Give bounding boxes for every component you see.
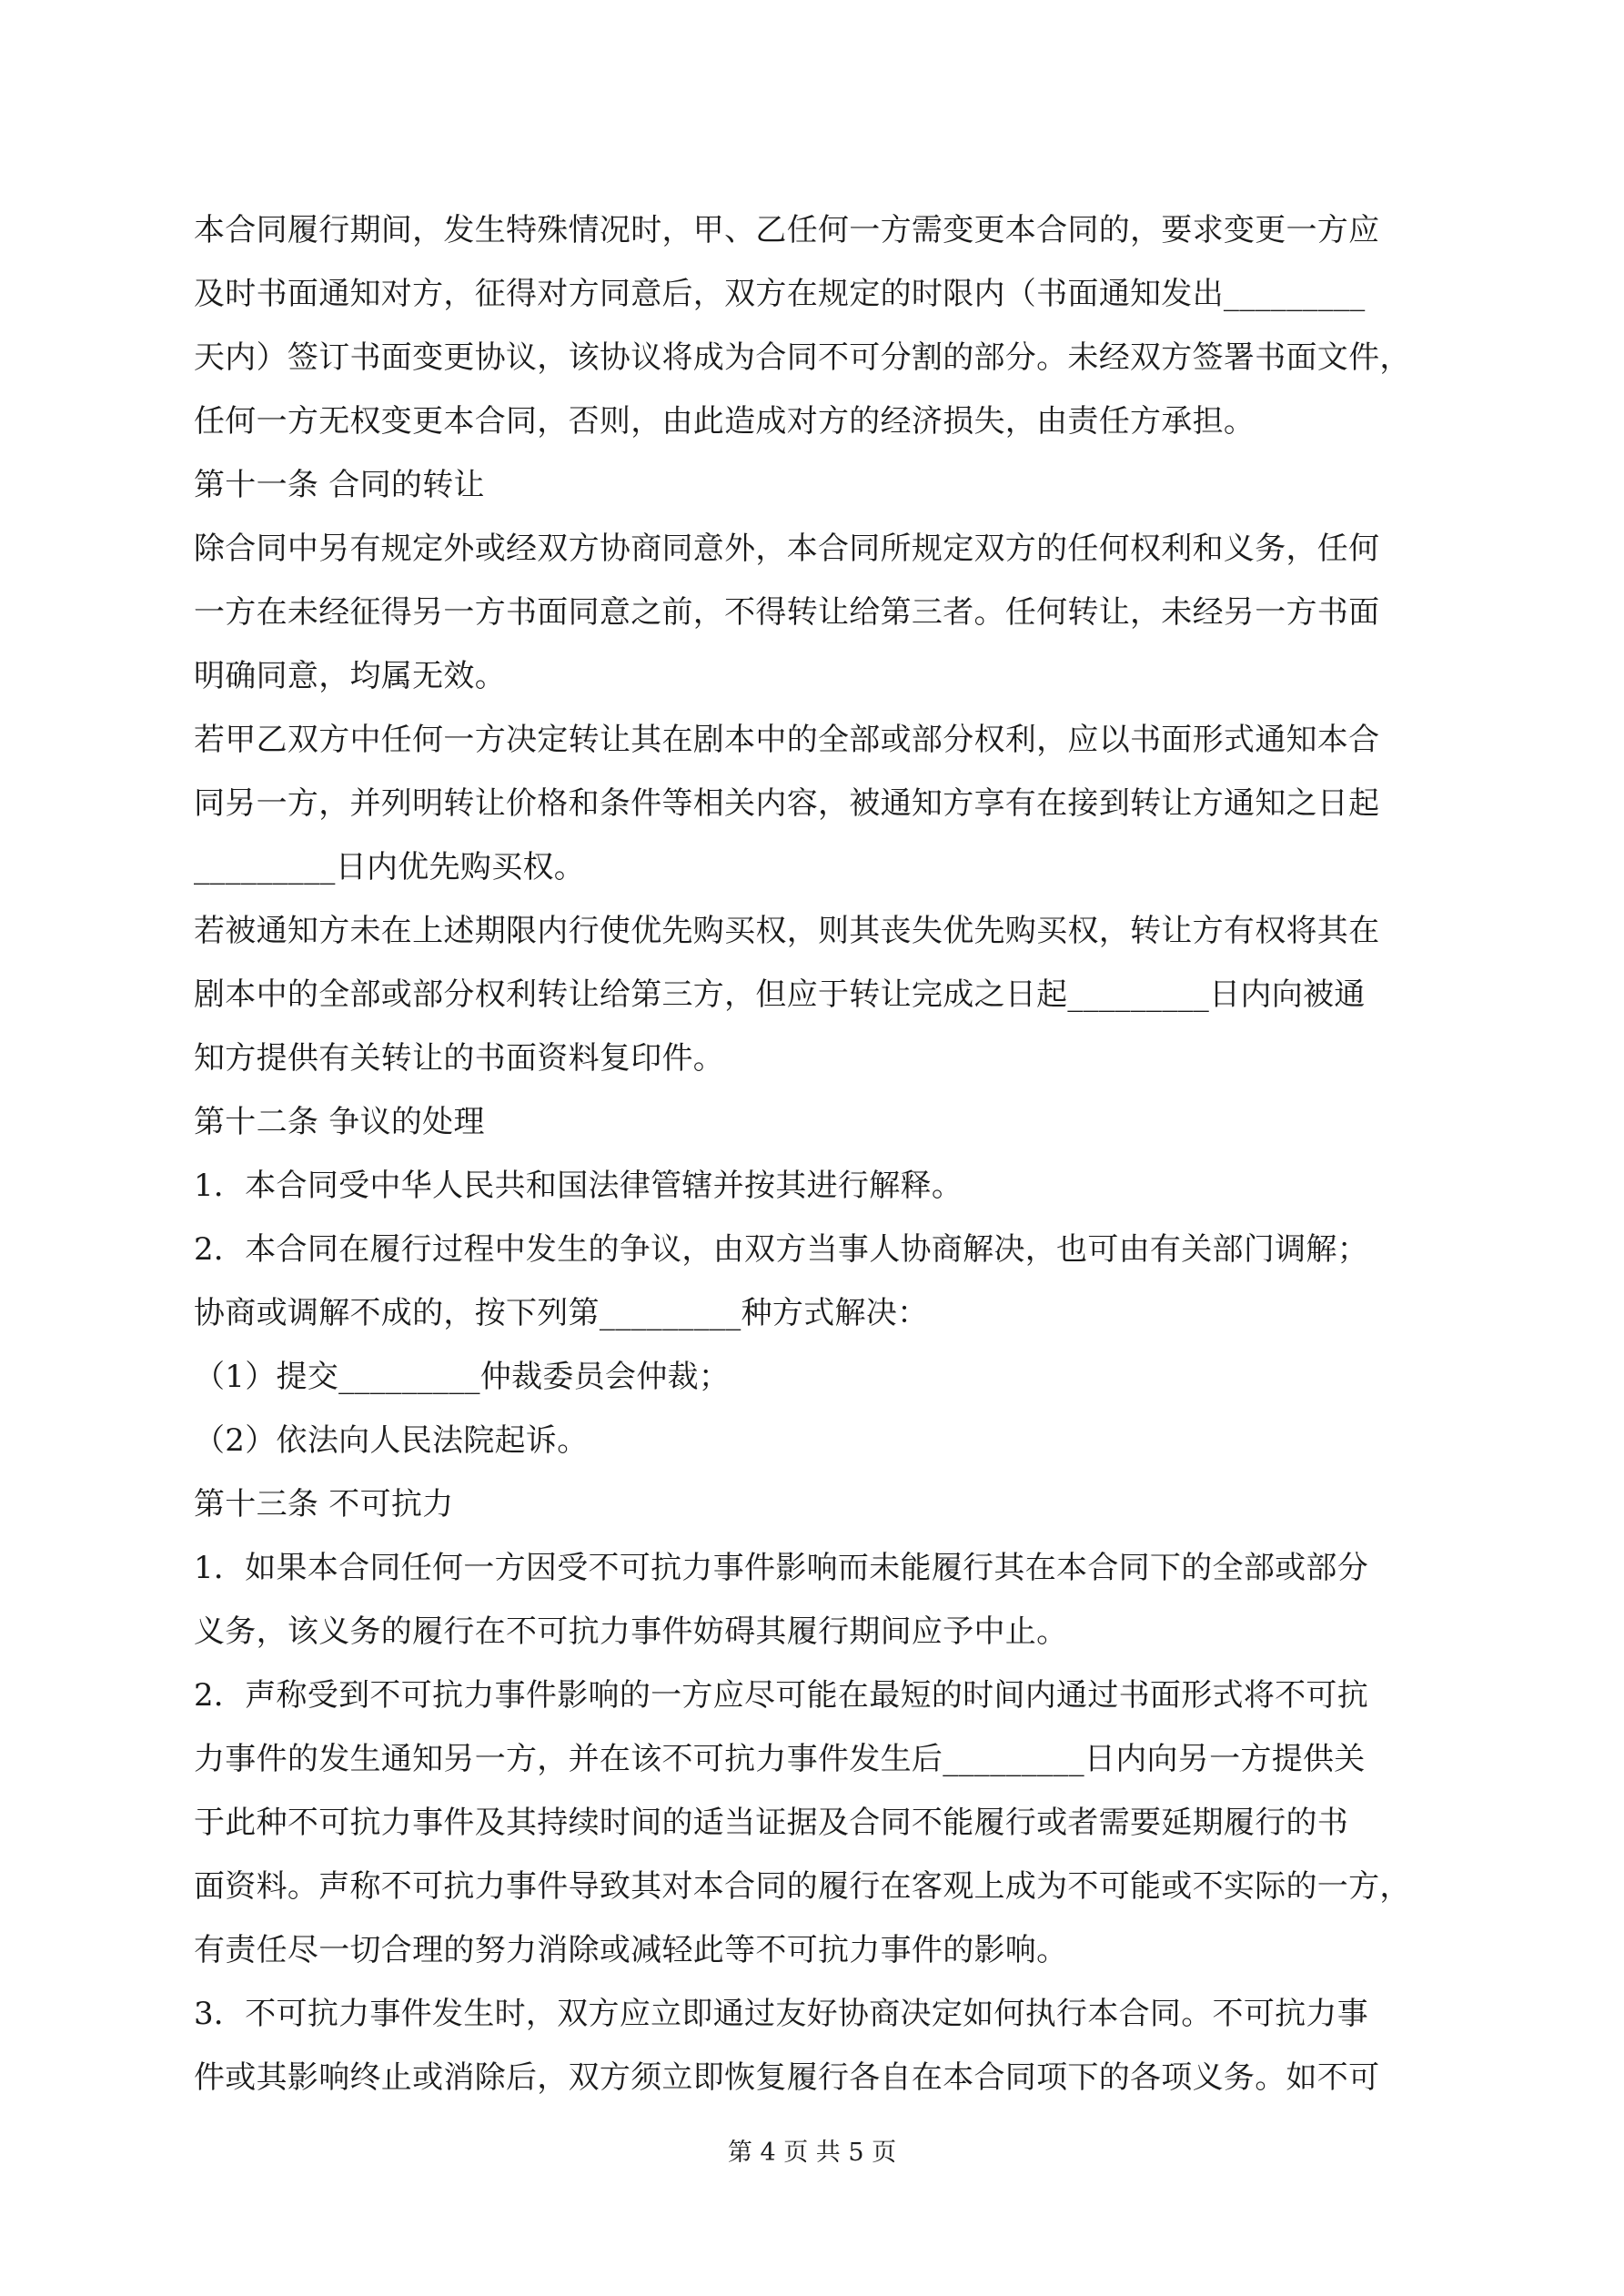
- section-heading: 第十三条 不可抗力: [194, 1486, 454, 1522]
- paragraph-line: 本合同履行期间，发生特殊情况时，甲、乙任何一方需变更本合同的，要求变更一方应: [194, 212, 1380, 248]
- paragraph-line: 3．不可抗力事件发生时，双方应立即通过友好协商决定如何执行本合同。不可抗力事: [194, 1996, 1369, 2032]
- paragraph-line: 义务，该义务的履行在不可抗力事件妨碍其履行期间应予中止。: [194, 1613, 1068, 1650]
- paragraph-line: 2．声称受到不可抗力事件影响的一方应尽可能在最短的时间内通过书面形式将不可抗: [194, 1677, 1369, 1714]
- paragraph-line: 任何一方无权变更本合同，否则，由此造成对方的经济损失，由责任方承担。: [194, 403, 1256, 440]
- paragraph-line: 明确同意，均属无效。: [194, 658, 506, 694]
- paragraph-line: 除合同中另有规定外或经双方协商同意外，本合同所规定双方的任何权利和义务，任何: [194, 531, 1380, 567]
- paragraph-line: 天内）签订书面变更协议，该协议将成为合同不可分割的部分。未经双方签署书面文件，: [194, 339, 1411, 376]
- paragraph-line: 1．如果本合同任何一方因受不可抗力事件影响而未能履行其在本合同下的全部或部分: [194, 1550, 1369, 1586]
- paragraph-line: 一方在未经征得另一方书面同意之前，不得转让给第三者。任何转让，未经另一方书面: [194, 594, 1380, 631]
- document-body: [194, 198, 1431, 2109]
- paragraph-line: 力事件的发生通知另一方，并在该不可抗力事件发生后_________日内向另一方提供关: [194, 1741, 1366, 1777]
- paragraph-line: 及时书面通知对方，征得对方同意后，双方在规定的时限内（书面通知发出_________: [194, 276, 1366, 312]
- page-footer: 第 4 页 共 5 页: [727, 2139, 897, 2167]
- paragraph-line: 协商或调解不成的，按下列第_________种方式解决：: [194, 1295, 929, 1331]
- paragraph-line: _________日内优先购买权。: [194, 849, 586, 885]
- paragraph-line: 若甲乙双方中任何一方决定转让其在剧本中的全部或部分权利，应以书面形式通知本合: [194, 722, 1380, 758]
- paragraph-line: 1．本合同受中华人民共和国法律管辖并按其进行解释。: [194, 1168, 963, 1204]
- section-heading: 第十一条 合同的转让: [194, 467, 485, 503]
- paragraph-line: 于此种不可抗力事件及其持续时间的适当证据及合同不能履行或者需要延期履行的书: [194, 1805, 1349, 1841]
- paragraph-line: 若被通知方未在上述期限内行使优先购买权，则其丧失优先购买权，转让方有权将其在: [194, 913, 1380, 949]
- paragraph-line: （2）依法向人民法院起诉。: [194, 1422, 589, 1459]
- paragraph-line: 同另一方，并列明转让价格和条件等相关内容，被通知方享有在接到转让方通知之日起: [194, 785, 1380, 822]
- paragraph-line: 面资料。声称不可抗力事件导致其对本合同的履行在客观上成为不可能或不实际的一方，: [194, 1868, 1411, 1905]
- paragraph-line: 件或其影响终止或消除后，双方须立即恢复履行各自在本合同项下的各项义务。如不可: [194, 2059, 1380, 2096]
- section-heading: 第十二条 争议的处理: [194, 1104, 485, 1140]
- paragraph-line: 有责任尽一切合理的努力消除或减轻此等不可抗力事件的影响。: [194, 1932, 1068, 1968]
- paragraph-line: 知方提供有关转让的书面资料复印件。: [194, 1040, 725, 1077]
- paragraph-line: 剧本中的全部或部分权利转让给第三方，但应于转让完成之日起_________日内向被通: [194, 976, 1366, 1013]
- paragraph-line: 2．本合同在履行过程中发生的争议，由双方当事人协商解决，也可由有关部门调解；: [194, 1231, 1369, 1268]
- paragraph-line: （1）提交_________仲裁委员会仲裁；: [194, 1359, 731, 1395]
